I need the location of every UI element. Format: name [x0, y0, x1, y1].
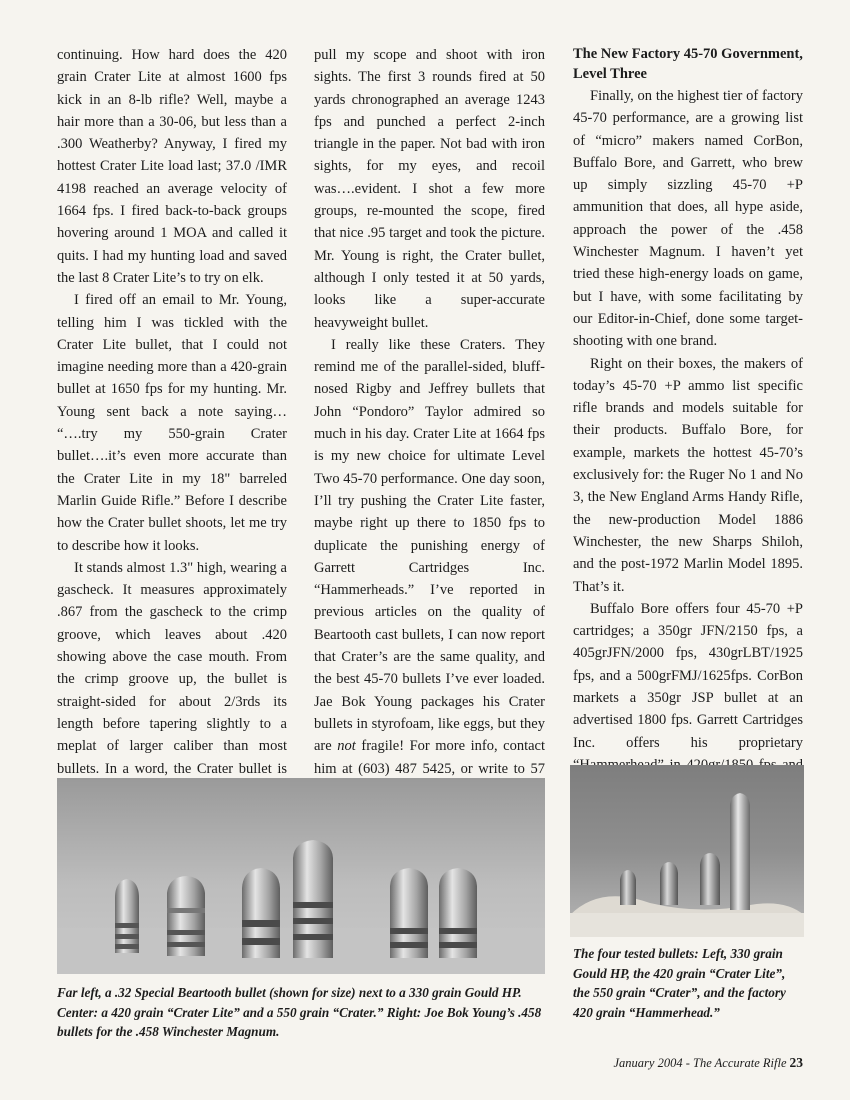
bullets-lineup-photo [57, 778, 545, 974]
page-footer [548, 1055, 803, 1071]
bullet-crater [293, 840, 333, 958]
footer-issue: January 2004 - [613, 1056, 693, 1070]
paragraph: Buffalo Bore offers four 45-70 +P cartridges; a 350gr JFN/2150 fps, a 405grJFN/2000 fps, 430grLBT/1925 fps, and a 500grFMJ/1625fps. CorBon markets a 350gr JSP bullet at an advertised 1800 fps. Garrett Cartridges Inc. offers his proprietary [573, 600, 803, 751]
bullet-458-left [390, 868, 428, 958]
section-heading: The New Factory 45-70 Government, Level Three [573, 46, 803, 82]
paragraph: I fired off an email to Mr. Young, telling him I was tickled with the Crater Lite bullet, that I could not imagine needing more than a 420-grain bullet at 1650 fps for my hunting. Mr. Young sent back a note saying… “….try my 550-grain Crater bullet….it’s even more accurate than the Crater Lite in my 18" barreled Marlin Guide Rifle.” Before I describe how the Crater bullet shoots, let me try to describe how it looks. [57, 292, 287, 554]
tested-bullets-illustration [570, 765, 804, 937]
bullets-illustration [57, 778, 545, 974]
footer-magazine: The Accurate Rifle [693, 1056, 787, 1070]
bullet-32-special [115, 879, 139, 953]
article-column-3 [573, 44, 803, 843]
emphasis-text: not [337, 738, 356, 755]
paragraph-text: fragile! For more info, contact him at (603) 487 5425, or write to 57 [314, 738, 546, 777]
paragraph: Finally, on the highest tier of factory 45-70 performance, are a growing list of “micro” makers named CorBon, Buffalo Bore, and Garrett, who brew up simply sizzling 45-70 +P ammunition that does, all hype aside, approach the power of the .458 Winchester Magnum. I haven’t yet tried these high-energy loads on game, but I have, with some facilitating by our Editor-in-Chief, done some target-shooting with one brand. [573, 88, 803, 350]
bullet-crater-lite-small [660, 862, 678, 905]
paragraph: continuing. How hard does the 420 grain Crater Lite at almost 1600 fps kick in an 8-lb rifle? Well, maybe a hair more than a 30-06, but less than a .300 Weatherby? Anyway, I fired my hottest Crater Lite load last; 37.0 /IMR 4198 reached an average velocity of 1664 fps. I fired back-to-back groups hovering around 1 MOA and called it quits. I had my hunting load and saved the last 8 Crater Lite’s to try on elk. [57, 47, 287, 286]
tested-bullets-photo [570, 765, 804, 937]
bullet-crater-small [700, 853, 720, 905]
bullet-458-right [439, 868, 477, 958]
paragraph-text: I really like these Craters. They remind me of the parallel-sided, bluff-nosed Rigby and Jeffrey bullets that John “Pondoro” Taylor admired so much in his day. Crater Lite at 1664 fps is my new choice for ultimate Level Two 45-70 performance. One day soon, I’ll try pushing the Crater Lite faster, maybe right up there to 1850 fps to duplicate the punishing energy of Garrett Cartridges Inc. “Hammerheads.” I’ve reported in previous articles on the quality of Beartooth cast bullets, I can now report that Crater’s are the same quality, and the best 45-70 bullets I’ve ever loaded. Jae Bok Young packages his Crater bullets in styrofoam, like eggs, but they are [314, 336, 545, 755]
bullet-330-gould-hp-small [620, 870, 636, 905]
photo-caption-right: The four tested bullets: Left, 330 grain Gould HP, the 420 grain “Crater Lite”, the 550 grain “Crater”, and the factory 420 grain “Hammerhead.” [573, 946, 786, 1020]
page-number: 23 [789, 1055, 803, 1070]
bullet-crater-lite [242, 868, 280, 958]
hammerhead-cartridge [730, 793, 750, 910]
paragraph [314, 334, 545, 847]
paragraph: pull my scope and shoot with iron sights. The first 3 rounds fired at 50 yards chronographed an average 1243 fps and punched a perfect 2-inch triangle in the paper. Not bad with iron sights, for my eyes, and recoil was….evident. I shot a few more groups, re-mounted the scope, fired that nice .95 target and took the picture. Mr. Young is right, the Crater bullet, although I only tested it at 50 yards, looks like a super-accurate heavyweight bullet. [314, 47, 545, 331]
article-column-1 [57, 44, 287, 847]
paragraph: Right on their boxes, the makers of today’s 45-70 +P ammo list specific rifle brands and models suitable for their products. Buffalo Bore, for example, markets the hottest 45-70’s exclusively for: the Ruger No 1 and No 3, the New England Arms Handy Rifle, the new-production Model 1886 Winchester, the new Sharps Shiloh, and the post-1972 Marlin Model 1895. That’s it. [573, 355, 803, 595]
photo-caption-left: Far left, a .32 Special Beartooth bullet (shown for size) next to a 330 grain Gould HP. Center: a 420 grain “Crater Lite” and a 550 grain “Crater.” Right: Joe Bok Young’s .458 bullets for the .458 Winchester Magnum. [57, 985, 542, 1039]
article-column-2 [314, 44, 545, 847]
bullet-330-gould-hp [167, 876, 205, 956]
paragraph: It stands almost 1.3" high, wearing a gascheck. It measures approximately .867 from the gascheck to the crimp groove, which leaves about .420 showing above the case mouth. From the crimp groove up, the bullet is straight-sided for about 2/3rds its length before tapering slightly to a meplat of larger caliber than most bullets. In a word, the Crater bullet is [57, 559, 287, 777]
